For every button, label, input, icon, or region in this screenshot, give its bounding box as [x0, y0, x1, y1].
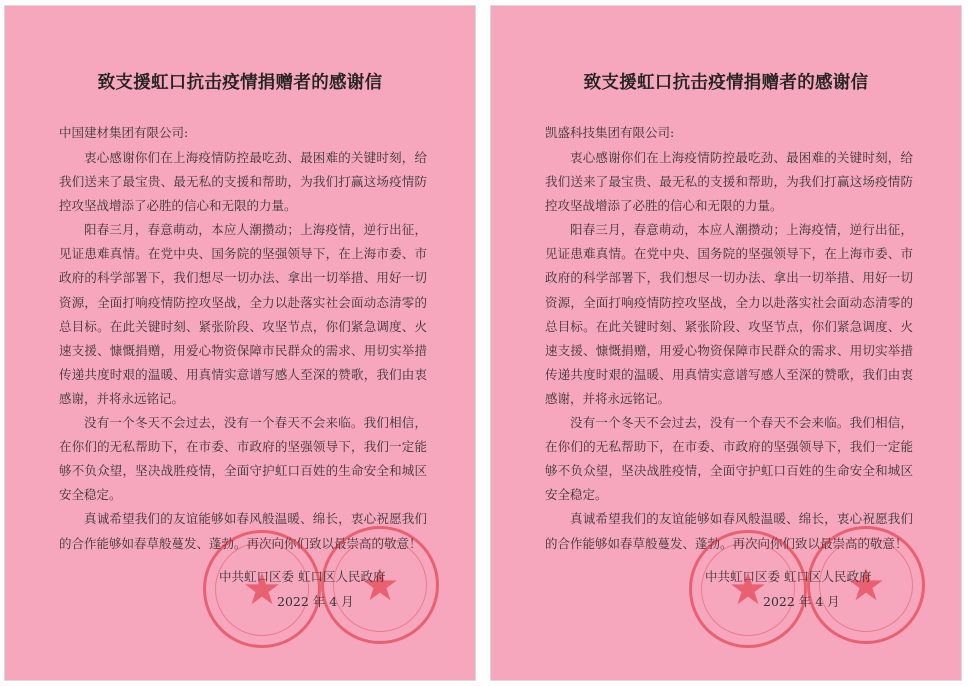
letter-paragraph: 阳春三月，春意萌动，本应人潮攒动；上海疫情，逆行出征，见证患难真情。在党中央、国务院的坚强领导下，在上海市委、市政府的科学部署下，我们想尽一切办法、拿出一切举措、用好一切资源，全面打响疫情防控攻坚战，全力以赴落实社会面动态清零的总目标。在此关键时刻、紧张阶段、攻坚节点，你们紧急调度、火速支援、慷慨捐赠，用爱心物资保障市民群众的需求、用切实举措传递共度时艰的温暖、用真情实意谱写感人至深的赞歌，我们由衷感谢，并将永远铭记。	[59, 222, 427, 406]
letter-paragraph: 没有一个冬天不会过去，没有一个春天不会来临。我们相信，在你们的无私帮助下，在市委、市政府的坚强领导下，我们一定能够不负众望，坚决战胜疫情，全面守护虹口百姓的生命安全和城区安全稳定。	[545, 415, 913, 503]
thank-you-letter-left	[4, 5, 476, 681]
letter-body	[59, 146, 427, 556]
thank-you-letter-right	[490, 5, 962, 681]
letter-signature: 中共虹口区委 虹口区人民政府	[219, 569, 386, 584]
letter-recipient: 凯盛科技集团有限公司:	[545, 125, 675, 140]
letter-paragraph: 阳春三月，春意萌动，本应人潮攒动；上海疫情，逆行出征，见证患难真情。在党中央、国务院的坚强领导下，在上海市委、市政府的科学部署下，我们想尽一切办法、拿出一切举措、用好一切资源，全面打响疫情防控攻坚战，全力以赴落实社会面动态清零的总目标。在此关键时刻、紧张阶段、攻坚节点，你们紧急调度、火速支援、慷慨捐赠，用爱心物资保障市民群众的需求、用切实举措传递共度时艰的温暖、用真情实意谱写感人至深的赞歌，我们由衷感谢，并将永远铭记。	[545, 222, 913, 406]
letter-paragraph: 真诚希望我们的友谊能够如春风般温暖、绵长，衷心祝愿我们的合作能够如春草般蔓发、蓬勃。再次向你们致以最崇高的敬意！	[545, 511, 913, 551]
letter-paragraph: 真诚希望我们的友谊能够如春风般温暖、绵长，衷心祝愿我们的合作能够如春草般蔓发、蓬勃。再次向你们致以最崇高的敬意！	[59, 511, 427, 551]
letter-date: 2022 年 4 月	[763, 594, 840, 609]
district-government-seal-icon: ★	[321, 526, 439, 644]
letter-date: 2022 年 4 月	[277, 594, 354, 609]
letter-paragraph: 衷心感谢你们在上海疫情防控最吃劲、最困难的关键时刻，给我们送来了最宝贵、最无私的支援和帮助，为我们打赢这场疫情防控攻坚战增添了必胜的信心和无限的力量。	[545, 150, 913, 214]
letter-body	[545, 146, 913, 556]
letter-recipient: 中国建材集团有限公司:	[59, 125, 189, 140]
district-government-seal-icon: ★	[807, 526, 925, 644]
letter-paragraph: 没有一个冬天不会过去，没有一个春天不会来临。我们相信，在你们的无私帮助下，在市委、市政府的坚强领导下，我们一定能够不负众望，坚决战胜疫情，全面守护虹口百姓的生命安全和城区安全稳定。	[59, 415, 427, 503]
letter-title: 致支援虹口抗击疫情捐赠者的感谢信	[97, 73, 383, 93]
party-committee-seal-icon: ★	[689, 530, 807, 648]
letter-title: 致支援虹口抗击疫情捐赠者的感谢信	[583, 73, 869, 93]
letter-paragraph: 衷心感谢你们在上海疫情防控最吃劲、最困难的关键时刻，给我们送来了最宝贵、最无私的支援和帮助，为我们打赢这场疫情防控攻坚战增添了必胜的信心和无限的力量。	[59, 150, 427, 214]
letter-signature: 中共虹口区委 虹口区人民政府	[705, 569, 872, 584]
party-committee-seal-icon: ★	[203, 530, 321, 648]
